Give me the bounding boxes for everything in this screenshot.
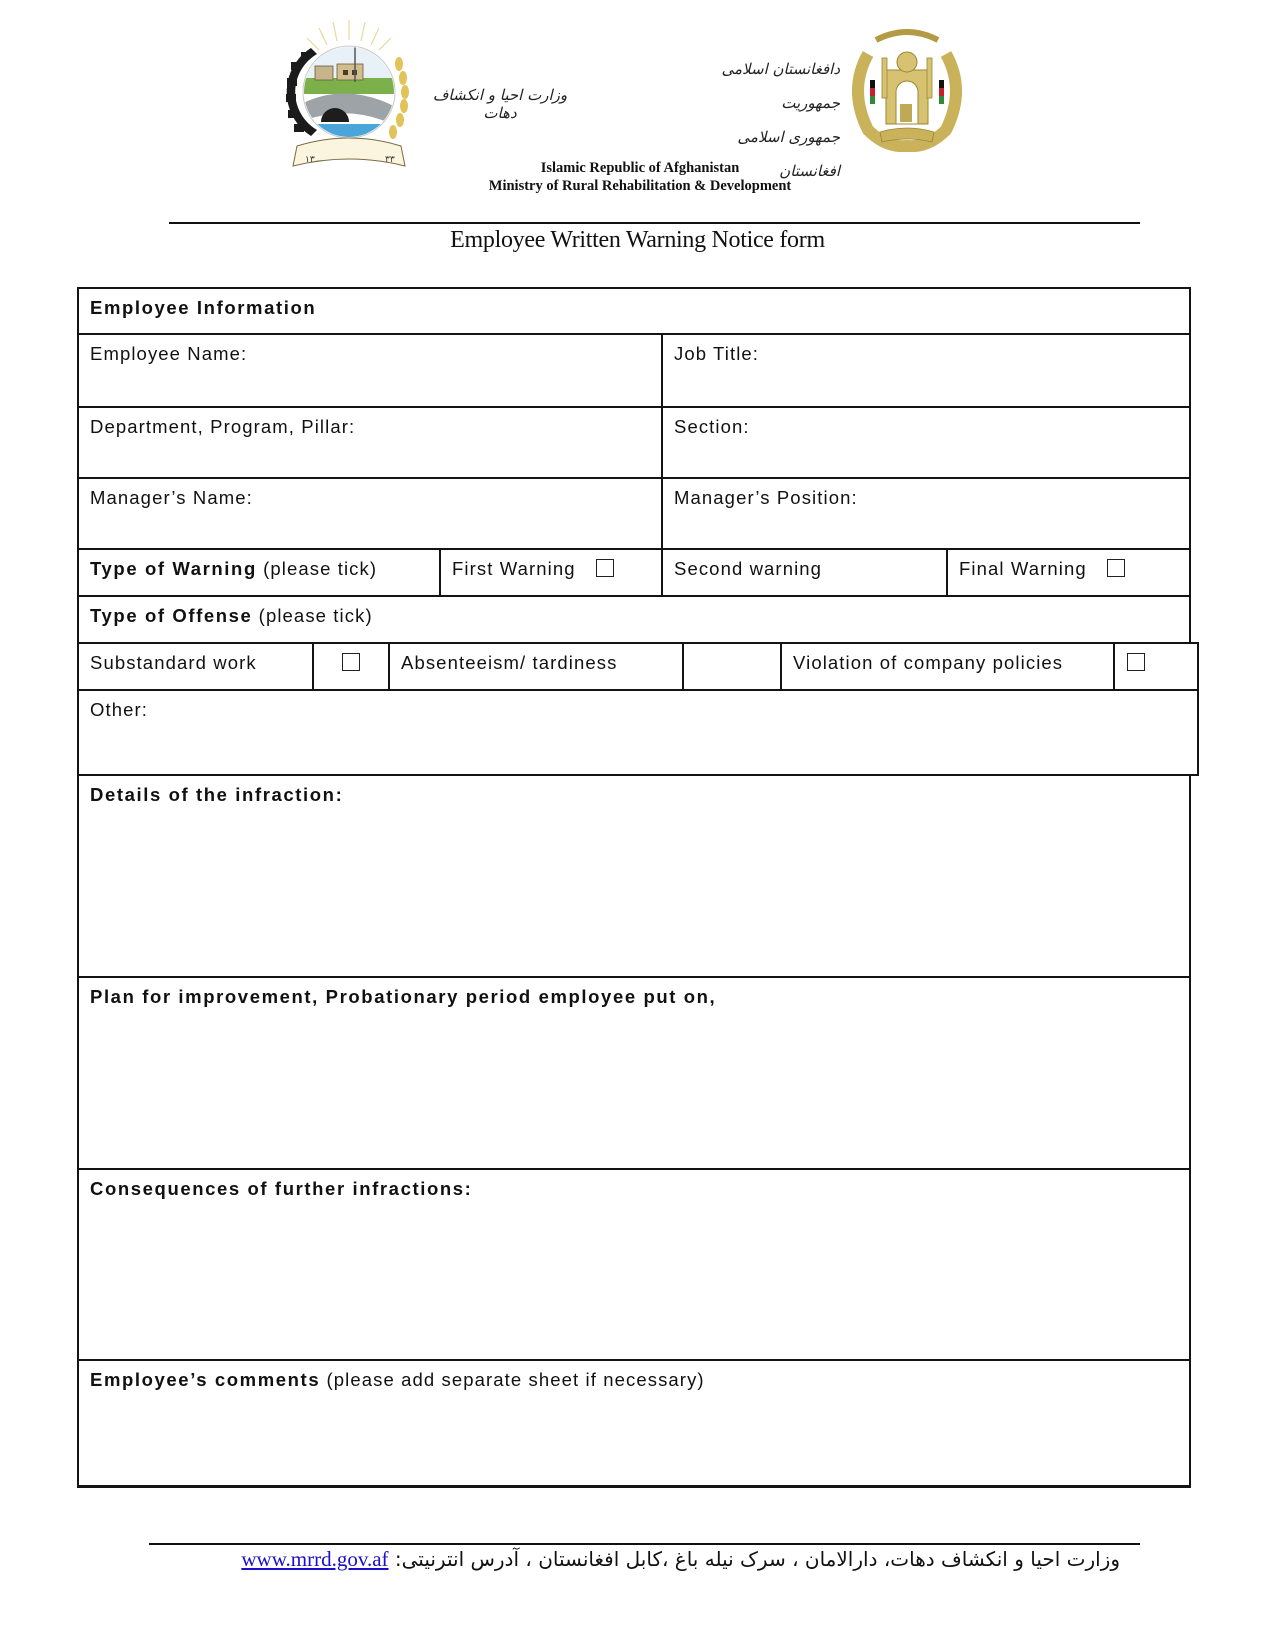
- employee-name-label: Employee Name:: [90, 343, 248, 364]
- department-label: Department, Program, Pillar:: [90, 416, 356, 437]
- infraction-details-field[interactable]: [77, 774, 1191, 978]
- footer-address-text: وزارت احیا و انکشاف دهات، دارالامان ، سرک نیله باغ ،کابل افغانستان ، آدرس انترنیتی:: [394, 1547, 1120, 1571]
- mrrd-logo: [281, 18, 417, 172]
- policy-violation-checkbox[interactable]: [1127, 653, 1145, 671]
- offense-type-title: Type of Offense: [90, 605, 253, 626]
- other-offense-label: Other:: [90, 699, 149, 720]
- substandard-work-label: Substandard work: [90, 652, 257, 673]
- improvement-plan-field[interactable]: [77, 976, 1191, 1170]
- first-warning-checkbox[interactable]: [596, 559, 614, 577]
- website-link[interactable]: www.mrrd.gov.af: [241, 1547, 389, 1571]
- other-offense-field[interactable]: [77, 689, 1199, 776]
- final-warning-checkbox[interactable]: [1107, 559, 1125, 577]
- ministry-name-english: Ministry of Rural Rehabilitation & Development: [488, 178, 792, 194]
- improvement-plan-label: Plan for improvement, Probationary period employee put on,: [90, 986, 717, 1007]
- ministry-name-persian: وزارت احیا و انکشاف دهات: [432, 86, 568, 122]
- job-title-field[interactable]: [661, 333, 1191, 408]
- department-field[interactable]: [77, 406, 663, 479]
- republic-name-english: Islamic Republic of Afghanistan: [540, 160, 740, 176]
- infraction-details-label: Details of the infraction:: [90, 784, 344, 805]
- substandard-work-checkbox[interactable]: [342, 653, 360, 671]
- policy-violation-checkbox-cell[interactable]: [1113, 642, 1199, 691]
- manager-name-label: Manager’s Name:: [90, 487, 253, 508]
- manager-position-field[interactable]: [661, 477, 1191, 550]
- offense-type-note: (please tick): [252, 605, 373, 626]
- final-warning-option[interactable]: [946, 548, 1191, 597]
- section-label: Section:: [674, 416, 750, 437]
- footer-address: [240, 1547, 1120, 1572]
- republic-persian-line2: جمهوری اسلامی افغانستان: [737, 128, 840, 180]
- absenteeism-option: [388, 642, 684, 691]
- job-title-label: Job Title:: [674, 343, 760, 364]
- employee-comments-note: (please add separate sheet if necessary): [320, 1369, 705, 1390]
- manager-name-field[interactable]: [77, 477, 663, 550]
- national-emblem-icon: [846, 26, 968, 152]
- warning-type-label: [77, 548, 441, 597]
- employee-name-field[interactable]: [77, 333, 663, 408]
- substandard-work-checkbox-cell[interactable]: [312, 642, 390, 691]
- afghanistan-emblem: [846, 26, 968, 152]
- policy-violation-label: Violation of company policies: [793, 652, 1064, 673]
- warning-type-title: Type of Warning: [90, 558, 257, 579]
- policy-violation-option: [780, 642, 1115, 691]
- svg-text:۳۳: ۳۳: [385, 155, 395, 165]
- consequences-field[interactable]: [77, 1168, 1191, 1361]
- first-warning-option[interactable]: [439, 548, 663, 597]
- second-warning-option[interactable]: [661, 548, 948, 597]
- warning-type-note: (please tick): [256, 558, 378, 579]
- header-english-text: [360, 159, 920, 195]
- offense-type-label: [77, 595, 1191, 644]
- consequences-label: Consequences of further infractions:: [90, 1178, 473, 1199]
- manager-position-label: Manager’s Position:: [674, 487, 858, 508]
- page-title: Employee Written Warning Notice form: [450, 227, 825, 253]
- employee-info-heading-label: Employee Information: [90, 297, 317, 318]
- svg-text:۱۳: ۱۳: [305, 155, 315, 165]
- final-warning-label: Final Warning: [959, 558, 1087, 579]
- mrrd-logo-icon: [281, 18, 417, 172]
- second-warning-label: Second warning: [674, 558, 823, 579]
- header-divider: [169, 222, 1140, 224]
- employee-info-heading: [77, 287, 1191, 335]
- republic-persian-line1: دافغانستان اسلامی جمهوریت: [721, 60, 840, 112]
- absenteeism-checkbox-cell[interactable]: [682, 642, 782, 691]
- substandard-work-option: [77, 642, 314, 691]
- absenteeism-label: Absenteeism/ tardiness: [401, 652, 618, 673]
- employee-comments-field[interactable]: [77, 1359, 1191, 1488]
- footer-divider: [149, 1543, 1140, 1545]
- employee-comments-title: Employee’s comments: [90, 1369, 321, 1390]
- section-field[interactable]: [661, 406, 1191, 479]
- first-warning-label: First Warning: [452, 558, 576, 579]
